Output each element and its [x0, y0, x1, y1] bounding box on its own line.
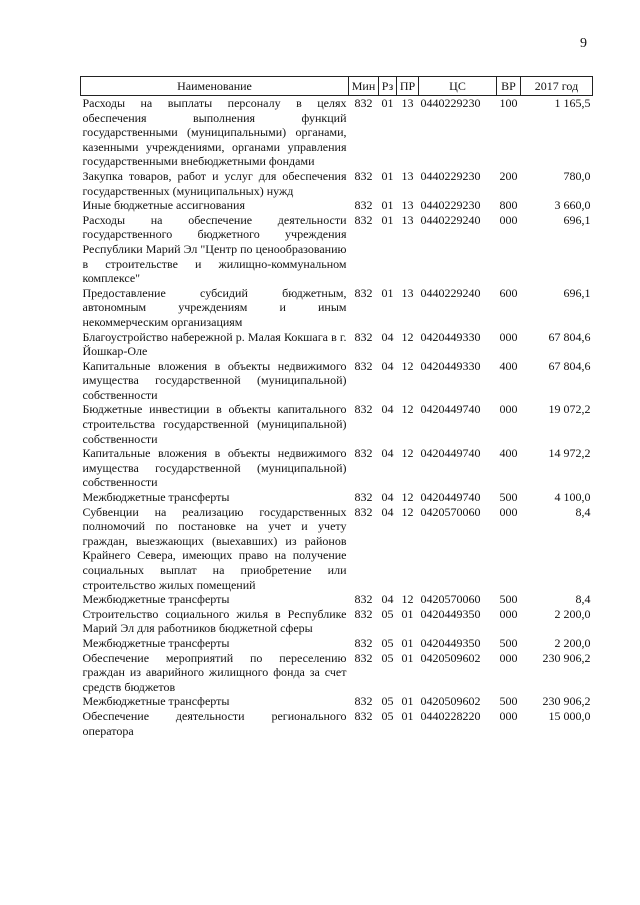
row-amount: 696,1 — [563, 285, 591, 300]
row-pr: 12 — [401, 490, 414, 505]
row-pr: 12 — [401, 358, 414, 373]
header-vr: ВР — [497, 77, 521, 96]
header-pr: ПР — [397, 77, 419, 96]
row-rz: 04 — [381, 358, 394, 373]
row-cs: 0440229230 — [420, 198, 481, 213]
table-row — [81, 694, 593, 709]
row-amount: 67 804,6 — [548, 329, 591, 344]
table-row — [81, 286, 593, 330]
row-min: 832 — [354, 212, 373, 227]
table-row — [81, 213, 593, 286]
row-min: 832 — [354, 650, 373, 665]
row-vr: 100 — [499, 96, 518, 110]
row-name: Межбюджетные трансферты — [82, 592, 230, 607]
row-vr: 000 — [499, 212, 518, 227]
row-rz: 01 — [381, 96, 394, 110]
table-row — [81, 709, 593, 738]
table-body — [81, 96, 593, 739]
row-name: Обеспечение деятельности регионального оператора — [82, 708, 347, 738]
row-min: 832 — [354, 402, 373, 417]
row-vr: 000 — [499, 650, 518, 665]
table-row — [81, 359, 593, 403]
row-amount: 8,4 — [575, 592, 591, 607]
row-amount: 230 906,2 — [542, 650, 591, 665]
row-amount: 15 000,0 — [548, 708, 591, 723]
row-min: 832 — [354, 168, 373, 183]
table-row — [81, 96, 593, 169]
row-amount: 67 804,6 — [548, 358, 591, 373]
table-row — [81, 402, 593, 446]
row-cs: 0440229240 — [420, 285, 481, 300]
row-vr: 500 — [499, 694, 518, 709]
row-vr: 000 — [499, 329, 518, 344]
table-header-row — [81, 77, 593, 96]
row-pr: 12 — [401, 504, 414, 519]
row-cs: 0420570060 — [420, 504, 481, 519]
row-pr: 12 — [401, 592, 414, 607]
row-pr: 13 — [401, 198, 414, 213]
table-row — [81, 592, 593, 607]
row-cs: 0440229230 — [420, 168, 481, 183]
row-cs: 0440229230 — [420, 96, 481, 110]
row-pr: 12 — [401, 446, 414, 461]
row-min: 832 — [354, 708, 373, 723]
row-rz: 01 — [381, 212, 394, 227]
row-name: Строительство социального жилья в Республике Марий Эл для работников бюджетной сферы — [82, 606, 347, 636]
row-vr: 000 — [499, 708, 518, 723]
row-cs: 0440229240 — [420, 212, 481, 227]
row-amount: 2 200,0 — [554, 635, 591, 650]
row-rz: 05 — [381, 635, 394, 650]
row-name: Бюджетные инвестиции в объекты капитального строительства государственной (муниципальной) собственности — [82, 402, 347, 446]
row-amount: 3 660,0 — [554, 198, 591, 213]
row-cs: 0420449330 — [420, 329, 481, 344]
row-cs: 0420449740 — [420, 490, 481, 505]
row-pr: 01 — [401, 694, 414, 709]
table-row — [81, 490, 593, 505]
row-cs: 0420449350 — [420, 635, 481, 650]
row-pr: 01 — [401, 635, 414, 650]
row-cs: 0420509602 — [420, 650, 481, 665]
row-name: Капитальные вложения в объекты недвижимого имущества государственной (муниципальной) собственности — [82, 358, 347, 402]
row-cs: 0420449330 — [420, 358, 481, 373]
row-vr: 500 — [499, 635, 518, 650]
row-min: 832 — [354, 504, 373, 519]
row-rz: 01 — [381, 168, 394, 183]
row-amount: 696,1 — [563, 212, 591, 227]
row-name: Обеспечение мероприятий по переселению граждан из аварийного жилищного фонда за счет средств бюджетов — [82, 650, 347, 694]
table-row — [81, 607, 593, 636]
row-rz: 04 — [381, 402, 394, 417]
row-amount: 8,4 — [575, 504, 591, 519]
header-year: 2017 год — [521, 77, 593, 96]
row-vr: 200 — [499, 168, 518, 183]
table-row — [81, 198, 593, 213]
row-min: 832 — [354, 358, 373, 373]
row-min: 832 — [354, 606, 373, 621]
row-amount: 2 200,0 — [554, 606, 591, 621]
table-row — [81, 169, 593, 198]
row-rz: 04 — [381, 490, 394, 505]
row-rz: 05 — [381, 708, 394, 723]
row-pr: 12 — [401, 329, 414, 344]
row-rz: 05 — [381, 694, 394, 709]
row-rz: 01 — [381, 285, 394, 300]
header-rz: Рз — [379, 77, 397, 96]
row-vr: 400 — [499, 358, 518, 373]
row-vr: 600 — [499, 285, 518, 300]
row-name: Расходы на обеспечение деятельности государственного бюджетного учреждения Республики Марий Эл "Центр по ценообразованию в строительстве и жилищно-коммунальном комплексе" — [82, 212, 347, 286]
row-amount: 230 906,2 — [542, 694, 591, 709]
table-row — [81, 330, 593, 359]
row-amount: 4 100,0 — [554, 490, 591, 505]
row-vr: 400 — [499, 446, 518, 461]
page-number: 9 — [580, 36, 587, 51]
row-min: 832 — [354, 285, 373, 300]
row-cs: 0420449740 — [420, 446, 481, 461]
table-row — [81, 505, 593, 593]
row-pr: 01 — [401, 606, 414, 621]
row-name: Благоустройство набережной р. Малая Кокшага в г. Йошкар-Оле — [82, 329, 347, 359]
row-rz: 01 — [381, 198, 394, 213]
row-cs: 0420449350 — [420, 606, 481, 621]
row-rz: 04 — [381, 504, 394, 519]
row-name: Капитальные вложения в объекты недвижимого имущества государственной (муниципальной) собственности — [82, 446, 347, 490]
row-cs: 0440228220 — [420, 708, 481, 723]
row-cs: 0420570060 — [420, 592, 481, 607]
row-rz: 04 — [381, 592, 394, 607]
table-row — [81, 636, 593, 651]
row-cs: 0420449740 — [420, 402, 481, 417]
row-amount: 19 072,2 — [548, 402, 591, 417]
row-pr: 12 — [401, 402, 414, 417]
row-name: Межбюджетные трансферты — [82, 490, 230, 505]
row-pr: 13 — [401, 96, 414, 110]
row-pr: 01 — [401, 708, 414, 723]
row-pr: 13 — [401, 168, 414, 183]
row-name: Субвенции на реализацию государственных полномочий по постановке на учет и учету граждан, выезжающих (выехавших) из районов Крайнего Севера, имеющих право на получение социальных выплат на приобретение или строительство жилых помещений — [82, 504, 347, 592]
row-vr: 500 — [499, 592, 518, 607]
budget-table — [80, 76, 593, 738]
row-vr: 000 — [499, 504, 518, 519]
table-row — [81, 651, 593, 695]
row-vr: 000 — [499, 402, 518, 417]
row-vr: 000 — [499, 606, 518, 621]
row-vr: 800 — [499, 198, 518, 213]
row-min: 832 — [354, 490, 373, 505]
row-rz: 04 — [381, 329, 394, 344]
row-min: 832 — [354, 635, 373, 650]
row-name: Межбюджетные трансферты — [82, 635, 230, 650]
row-vr: 500 — [499, 490, 518, 505]
row-amount: 1 165,5 — [554, 96, 591, 110]
header-min: Мин — [349, 77, 379, 96]
row-name: Расходы на выплаты персоналу в целях обеспечения выполнения функций государственными (муниципальными) органами, казенными учреждениями, органами управления государственными внебюджетными фондами — [82, 96, 347, 169]
row-rz: 04 — [381, 446, 394, 461]
row-name: Закупка товаров, работ и услуг для обеспечения государственных (муниципальных) нужд — [82, 168, 347, 198]
row-min: 832 — [354, 592, 373, 607]
row-min: 832 — [354, 694, 373, 709]
header-cs: ЦС — [419, 77, 497, 96]
row-rz: 05 — [381, 650, 394, 665]
row-min: 832 — [354, 198, 373, 213]
row-cs: 0420509602 — [420, 694, 481, 709]
row-name: Иные бюджетные ассигнования — [82, 198, 245, 213]
row-min: 832 — [354, 446, 373, 461]
row-rz: 05 — [381, 606, 394, 621]
row-name: Межбюджетные трансферты — [82, 694, 230, 709]
header-name: Наименование — [81, 77, 349, 96]
row-amount: 14 972,2 — [548, 446, 591, 461]
row-pr: 13 — [401, 285, 414, 300]
row-pr: 13 — [401, 212, 414, 227]
row-pr: 01 — [401, 650, 414, 665]
row-name: Предоставление субсидий бюджетным, автономным учреждениям и иным некоммерческим организациям — [82, 285, 347, 329]
table-row — [81, 446, 593, 490]
row-min: 832 — [354, 96, 373, 110]
row-amount: 780,0 — [563, 168, 591, 183]
row-min: 832 — [354, 329, 373, 344]
